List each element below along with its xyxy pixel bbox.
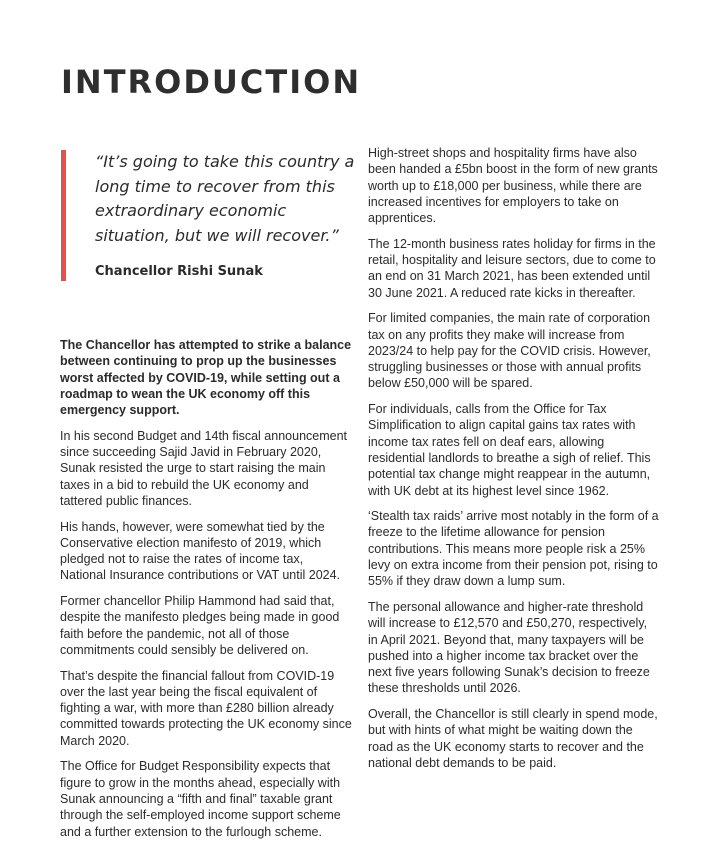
quote-accent-bar [61,150,66,281]
body-paragraph: In his second Budget and 14th fiscal announcement since succeeding Sajid Javid in February 2020, Sunak resisted the urge to start raising the main taxes in a bid to rebuild the UK economy and tattered public finances. [60,428,348,508]
body-paragraph: The personal allowance and higher-rate threshold will increase to £12,570 and £50,270, respectively, in April 2021. Beyond that, many taxpayers will be pushed into a higher income tax bracket over the next five years following Sunak’s decision to freeze these thresholds until 2026. [368,599,650,696]
quote-text: “It’s going to take this country a long time to recover from this extraordinary economic situation, but we will recover.” [95,152,355,245]
body-paragraph: Overall, the Chancellor is still clearly in spend mode, but with hints of what might be waiting down the road as the UK economy starts to recover and the national debt demands to be paid. [368,706,658,770]
body-paragraph: For individuals, calls from the Office for Tax Simplification to align capital gains tax rates with income tax rates fell on deaf ears, allowing residential landlords to breathe a sigh of relief. This potential tax change might reappear in the autumn, with UK debt at its highest level since 1962. [368,402,651,498]
quote-author: Chancellor Rishi Sunak [95,264,263,279]
body-paragraph: ‘Stealth tax raids’ arrive most notably in the form of a freeze to the lifetime allowance for pension contributions. This means more people risk a 25% levy on extra income from their pension pot, rising to 55% if they draw down a lump sum. [368,509,659,589]
lead-paragraph: The Chancellor has attempted to strike a balance between continuing to prop up the businesses worst affected by COVID-19, while setting out a roadmap to wean the UK economy off this emergency support. [60,338,352,418]
body-paragraph: The 12-month business rates holiday for firms in the retail, hospitality and leisure sectors, due to come to an end on 31 March 2021, has been extended until 30 June 2021. A reduced rate kicks in thereafter. [368,236,656,300]
body-paragraph: The Office for Budget Responsibility expects that figure to grow in the months ahead, especially with Sunak announcing a “fifth and final” taxable grant through the self-employed income support scheme and a further extension to the furlough scheme. [60,759,341,839]
body-paragraph: High-street shops and hospitality firms have also been handed a £5bn boost in the form of new grants worth up to £18,000 per business, while there are increased incentives for employers to take on apprentices. [368,146,658,226]
body-paragraph: For limited companies, the main rate of corporation tax on any profits they make will increase from 2023/24 to help pay for the COVID crisis. However, struggling businesses or those with annual profits below £50,000 will be spared. [368,311,651,391]
body-paragraph: His hands, however, were somewhat tied by the Conservative election manifesto of 2019, which pledged not to raise the rates of income tax, National Insurance contributions or VAT until 2024. [60,519,341,583]
body-paragraph: Former chancellor Philip Hammond had said that, despite the manifesto pledges being made in good faith before the pandemic, not all of those commitments could sensibly be delivered on. [60,594,340,657]
left-column [60,337,352,849]
right-column [368,145,660,780]
page-title: INTRODUCTION [61,63,362,101]
body-paragraph: That’s despite the financial fallout from COVID-19 over the last year being the fiscal equivalent of fighting a war, with more than £280 billion already committed towards protecting the UK economy since March 2020. [60,668,352,748]
pull-quote [61,150,361,281]
